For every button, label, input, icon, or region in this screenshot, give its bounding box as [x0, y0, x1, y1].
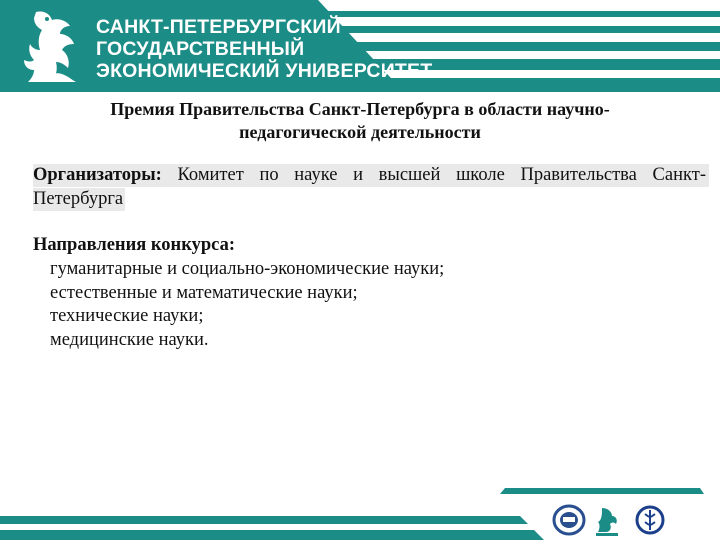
list-item: медицинские науки. — [50, 329, 209, 350]
organizers-word: и — [353, 165, 364, 185]
university-name-line-2: ГОСУДАРСТВЕННЫЙ — [96, 38, 305, 60]
slide-title-line-2: педагогической деятельности — [239, 122, 481, 142]
organizers-word: школе — [456, 165, 505, 185]
organizers-block — [33, 164, 709, 211]
header-band — [0, 0, 720, 92]
directions-list — [50, 258, 444, 352]
slide-title — [40, 98, 680, 144]
university-emblem-icon — [554, 506, 584, 534]
organizers-word: науке — [294, 165, 338, 185]
university-name — [96, 16, 432, 82]
organizers-word: высшей — [378, 165, 441, 185]
organizers-word: Комитет — [177, 165, 244, 185]
organizers-line-1 — [33, 164, 709, 187]
list-item: гуманитарные и социально-экономические науки; — [50, 259, 445, 279]
organizers-word: Правительства — [520, 165, 637, 185]
list-item: естественные и математические науки; — [50, 282, 358, 303]
footer-logos — [552, 500, 720, 540]
slide-title-line-1: Премия Правительства Санкт-Петербурга в области научно- — [110, 99, 610, 119]
griffin-logo-icon — [14, 8, 86, 88]
university-name-line-3: ЭКОНОМИЧЕСКИЙ УНИВЕРСИТЕТ — [96, 60, 433, 82]
list-item: технические науки; — [50, 306, 204, 326]
griffin-small-logo-icon — [596, 508, 618, 536]
organizers-word: по — [259, 165, 279, 185]
medical-emblem-icon — [637, 507, 663, 533]
organizers-label: Организаторы: — [33, 165, 162, 185]
university-name-line-1: САНКТ-ПЕТЕРБУРГСКИЙ — [96, 16, 341, 38]
organizers-word: Санкт- — [652, 165, 706, 185]
directions-heading: Направления конкурса: — [33, 235, 235, 255]
organizers-line-2: Петербурга — [33, 189, 124, 209]
